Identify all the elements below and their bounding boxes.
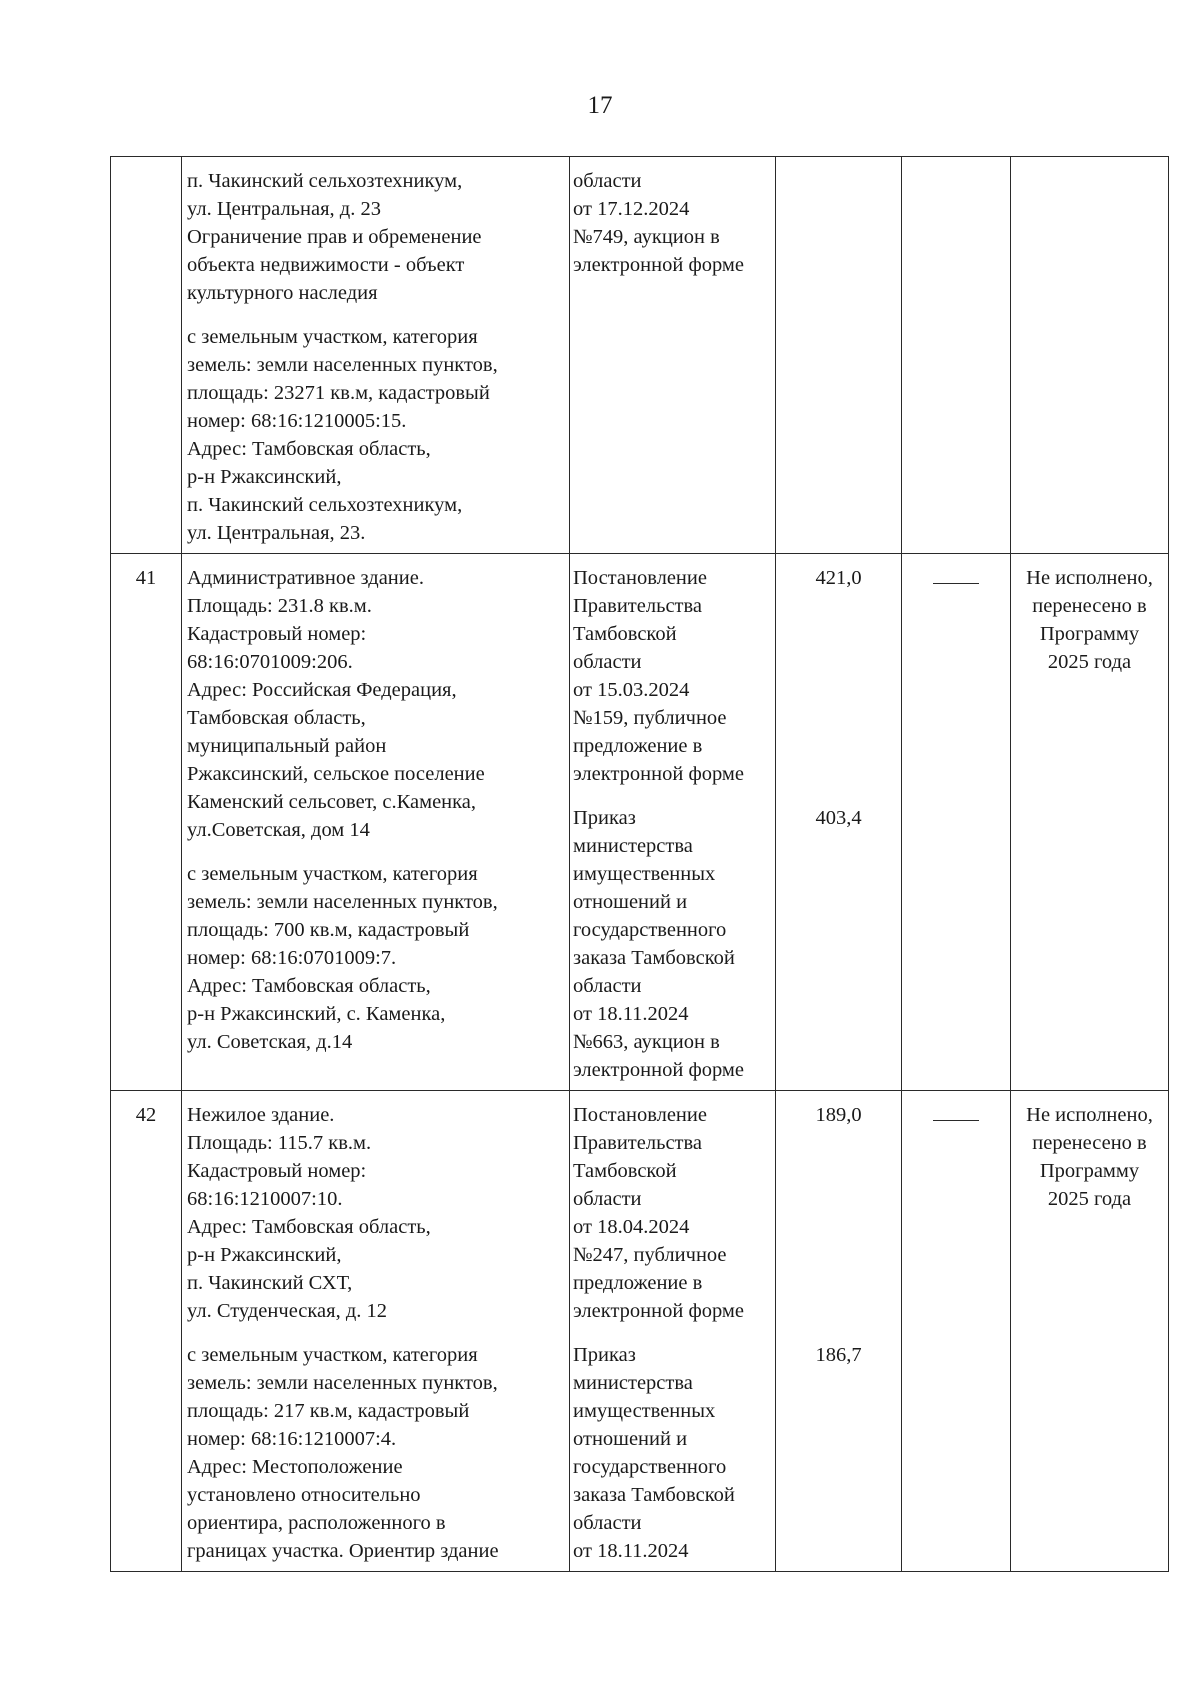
legal-document-line: Постановление [573,567,707,589]
land-plot-description-line: р-н Ржаксинский, с. Каменка, [187,1003,446,1025]
object-description [182,554,570,1091]
land-plot-description-line: площадь: 23271 кв.м, кадастровый [187,382,490,404]
object-description-line: Площадь: 115.7 кв.м. [187,1132,372,1154]
legal-document-line: области [573,170,642,192]
land-plot-description-line: площадь: 217 кв.м, кадастровый [187,1400,470,1422]
land-plot-description-line: земель: земли населенных пунктов, [187,1372,498,1394]
row-number: 42 [111,1091,182,1572]
land-plot-description-line: земель: земли населенных пунктов, [187,354,498,376]
legal-document-line: Тамбовской [573,1160,677,1182]
execution-status [1011,157,1169,554]
land-plot-description-line: площадь: 700 кв.м, кадастровый [187,919,470,941]
land-plot-description-line: установлено относительно [187,1484,421,1506]
execution-status [1011,554,1169,1091]
object-description-line: р-н Ржаксинский, [187,1244,342,1266]
legal-document-line: от 18.11.2024 [573,1540,689,1562]
table-row [111,554,1169,1091]
price-value [776,1091,902,1572]
row-number: 41 [111,554,182,1091]
object-description-line: ул.Советская, дом 14 [187,819,370,841]
legal-document-line: министерства [573,835,693,857]
legal-document-line: государственного [573,1456,727,1478]
legal-document-line: предложение в [573,735,703,757]
secondary-price: 186,7 [815,1344,862,1366]
legal-document-line: отношений и [573,1428,688,1450]
land-plot-description-line: земель: земли населенных пунктов, [187,891,498,913]
land-plot-description-line: ул. Центральная, 23. [187,522,366,544]
legal-document-line: государственного [573,919,727,941]
sale-result [902,1091,1011,1572]
price-value [776,157,902,554]
table-row [111,157,1169,554]
dash-mark [933,583,979,584]
page-number: 17 [587,92,613,119]
dash-mark [933,1120,979,1121]
price-value [776,554,902,1091]
land-plot-description-line: Адрес: Тамбовская область, [187,975,431,997]
legal-document [570,1091,776,1572]
legal-document-line: от 17.12.2024 [573,198,690,220]
row-number [111,157,182,554]
land-plot-description-line: номер: 68:16:1210007:4. [187,1428,397,1450]
object-description-line: Ржаксинский, сельское поселение [187,763,485,785]
legal-document-line: заказа Тамбовской [573,1484,735,1506]
land-plot-description-line: п. Чакинский сельхозтехникум, [187,494,463,516]
secondary-price: 403,4 [815,807,862,829]
object-description-line: п. Чакинский сельхозтехникум, [187,170,463,192]
legal-document-line: от 15.03.2024 [573,679,690,701]
legal-document-line: электронной форме [573,1300,744,1322]
table-row [111,1091,1169,1572]
sale-result [902,554,1011,1091]
execution-status-line: 2025 года [1047,651,1132,673]
legal-document-line: министерства [573,1372,693,1394]
object-description-line: п. Чакинский СХТ, [187,1272,353,1294]
object-description-line: 68:16:1210007:10. [187,1188,343,1210]
object-description [182,157,570,554]
object-description-line: ул. Центральная, д. 23 [187,198,381,220]
legal-document-line: №247, публичное [573,1244,727,1266]
object-description-line: Ограничение прав и обременение [187,226,482,248]
object-description-line: 68:16:0701009:206. [187,651,353,673]
legal-document [570,554,776,1091]
legal-document-line: Правительства [573,1132,703,1154]
object-description-line: Адрес: Тамбовская область, [187,1216,431,1238]
object-description-line: Каменский сельсовет, с.Каменка, [187,791,477,813]
object-description-line: Площадь: 231.8 кв.м. [187,595,372,617]
land-plot-description-line: номер: 68:16:0701009:7. [187,947,397,969]
land-plot-description-line: номер: 68:16:1210005:15. [187,410,407,432]
legal-document-line: Приказ [573,1344,636,1366]
legal-document-line: области [573,1188,642,1210]
land-plot-description-line: с земельным участком, категория [187,863,478,885]
legal-document-line: имущественных [573,863,716,885]
land-plot-description-line: ориентира, расположенного в [187,1512,446,1534]
execution-status-line: перенесено в [1032,595,1147,617]
land-plot-description-line: границах участка. Ориентир здание [187,1540,499,1562]
object-description-line: Кадастровый номер: [187,623,367,645]
legal-document-line: имущественных [573,1400,716,1422]
legal-document-line: Приказ [573,807,636,829]
land-plot-description-line: Адрес: Тамбовская область, [187,438,431,460]
legal-document-line: электронной форме [573,1059,744,1081]
object-description [182,1091,570,1572]
legal-document-line: №749, аукцион в [573,226,720,248]
execution-status-line: Программу [1039,1160,1140,1182]
property-table [110,156,1169,1572]
legal-document-line: отношений и [573,891,688,913]
legal-document-line: Постановление [573,1104,707,1126]
legal-document-line: области [573,651,642,673]
execution-status-line: 2025 года [1047,1188,1132,1210]
land-plot-description-line: Адрес: Местоположение [187,1456,403,1478]
object-description-line: Тамбовская область, [187,707,366,729]
sale-result [902,157,1011,554]
legal-document-line: №159, публичное [573,707,727,729]
legal-document-line: Тамбовской [573,623,677,645]
legal-document-line: от 18.04.2024 [573,1216,690,1238]
execution-status-line: Не исполнено, [1026,567,1153,589]
land-plot-description-line: с земельным участком, категория [187,326,478,348]
execution-status-line: Не исполнено, [1026,1104,1153,1126]
legal-document-line: №663, аукцион в [573,1031,720,1053]
object-description-line: муниципальный район [187,735,387,757]
execution-status-line: перенесено в [1032,1132,1147,1154]
initial-price: 421,0 [815,567,862,589]
object-description-line: ул. Студенческая, д. 12 [187,1300,388,1322]
object-description-line: Нежилое здание. [187,1104,335,1126]
initial-price: 189,0 [815,1104,862,1126]
legal-document-line: электронной форме [573,254,744,276]
legal-document-line: области [573,1512,642,1534]
legal-document-line: электронной форме [573,763,744,785]
legal-document-line: заказа Тамбовской [573,947,735,969]
object-description-line: объекта недвижимости - объект [187,254,465,276]
legal-document-line: области [573,975,642,997]
object-description-line: Административное здание. [187,567,424,589]
land-plot-description-line: ул. Советская, д.14 [187,1031,353,1053]
object-description-line: Адрес: Российская Федерация, [187,679,457,701]
legal-document-line: предложение в [573,1272,703,1294]
object-description-line: Кадастровый номер: [187,1160,367,1182]
execution-status-line: Программу [1039,623,1140,645]
land-plot-description-line: р-н Ржаксинский, [187,466,342,488]
execution-status [1011,1091,1169,1572]
legal-document-line: Правительства [573,595,703,617]
land-plot-description-line: с земельным участком, категория [187,1344,478,1366]
object-description-line: культурного наследия [187,282,378,304]
legal-document [570,157,776,554]
legal-document-line: от 18.11.2024 [573,1003,689,1025]
